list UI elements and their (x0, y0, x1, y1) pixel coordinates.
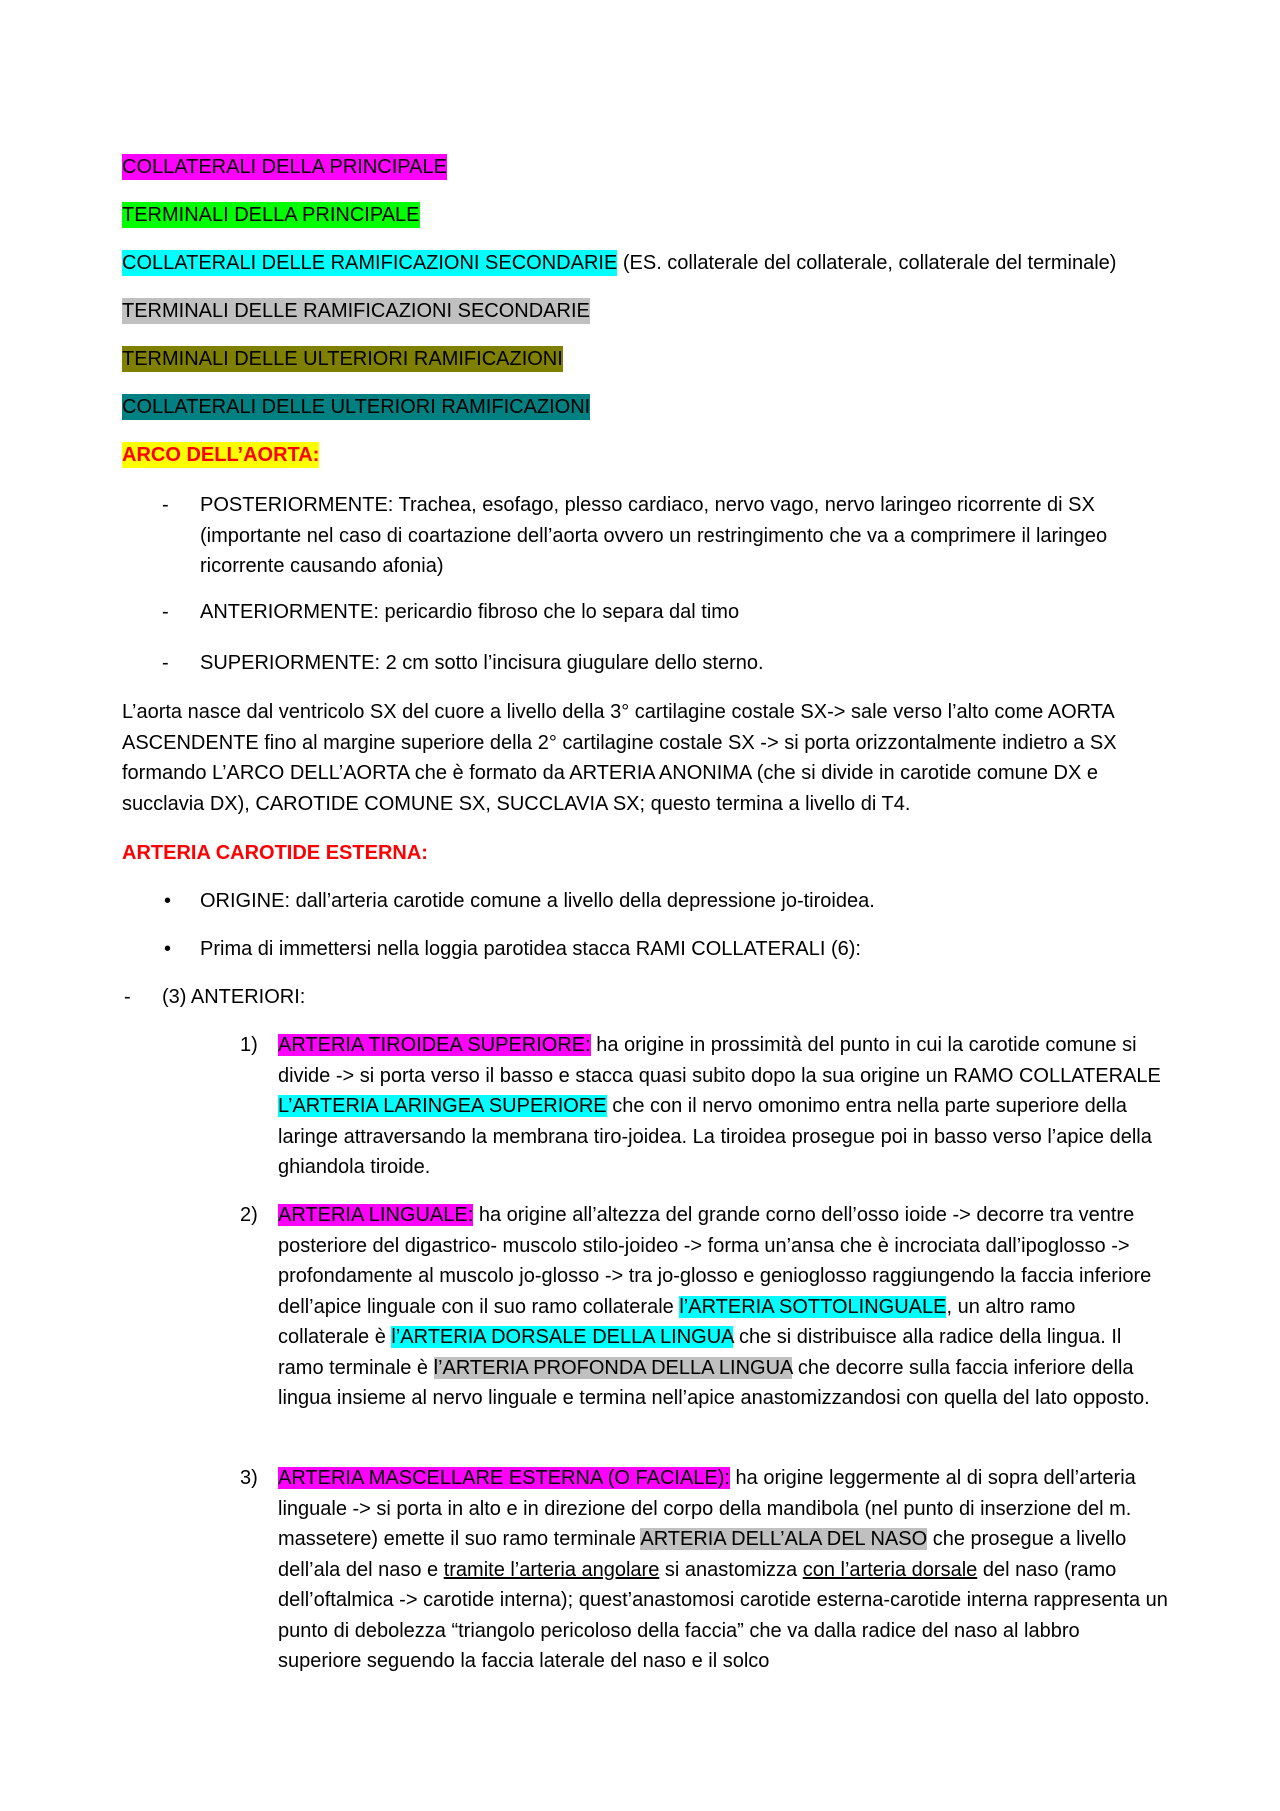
item-1-number: 1) (240, 1034, 258, 1056)
carotide-bullet-rami: Prima di immettersi nella loggia parotidea stacca RAMI COLLATERALI (6): (200, 938, 861, 960)
carotide-bullet-origine: ORIGINE: dall’arteria carotide comune a livello della depressione jo-tiroidea. (200, 890, 875, 912)
legend-collaterali-principale-text: COLLATERALI DELLA PRINCIPALE (122, 156, 447, 178)
item-3-text (278, 1463, 1168, 1677)
legend-collaterali-secondarie (122, 248, 1116, 278)
item-2-sottolinguale: l’ARTERIA SOTTOLINGUALE (679, 1295, 947, 1318)
item-2-number: 2) (240, 1204, 258, 1226)
arco-dash-2: - (162, 601, 169, 623)
legend-collaterali-secondarie-text: COLLATERALI DELLE RAMIFICAZIONI SECONDARIE (122, 252, 618, 274)
item-1-text (278, 1030, 1168, 1183)
item-1-laringea: L’ARTERIA LARINGEA SUPERIORE (278, 1095, 607, 1117)
item-2-body-1: ha origine all’altezza del grande corno dell’osso ioide -> decorre tra ventre posteriore del digastrico- muscolo stilo-joideo -> forma un’ansa che è incrociata dall’ipoglosso -> profondamente al muscolo jo-glosso -> tra jo-glosso e genioglosso raggiungendo la faccia inferiore dell’apice linguale con il suo ramo collaterale (278, 1204, 1152, 1318)
legend-collaterali-principale (122, 152, 447, 182)
item-3-body-3: si anastomizza (659, 1558, 803, 1581)
item-2-dorsale: l’ARTERIA DORSALE DELLA LINGUA (391, 1326, 734, 1348)
legend-collaterali-secondarie-note: (ES. collaterale del collaterale, collaterale del terminale) (617, 252, 1117, 274)
item-2-profonda: l’ARTERIA PROFONDA DELLA LINGUA (433, 1356, 793, 1379)
carotide-heading (122, 838, 428, 868)
arco-dash-3: - (162, 652, 169, 674)
item-2-body-2: , un altro ramo collaterale è (278, 1295, 1076, 1348)
item-3-angolare: tramite l’arteria angolare (443, 1558, 660, 1581)
item-2-body-4: che decorre sulla faccia inferiore della lingua insieme al nervo linguale e termina nell’apice anastomizzandosi con quella del lato opposto. (278, 1356, 1150, 1409)
arco-item-posteriormente: POSTERIORMENTE: Trachea, esofago, plesso cardiaco, nervo vago, nervo laringeo ricorrente di SX (importante nel caso di coartazione dell’aorta ovvero un restringimento che va a comprimere il laringeo ricorrente causando afonia) (200, 494, 1108, 577)
item-3-dorsale: con l’arteria dorsale (802, 1558, 978, 1581)
legend-terminali-secondarie-text: TERMINALI DELLE RAMIFICAZIONI SECONDARIE (122, 300, 590, 322)
item-3-body-4: del naso (ramo dell’oftalmica -> carotide interna); quest’anastomosi carotide esterna-carotide interna rappresenta un punto di debolezza “triangolo pericoloso della faccia” che va dalla radice del naso al labbro superiore seguendo la faccia laterale del naso e il solco (278, 1558, 1168, 1672)
arco-heading (122, 440, 319, 470)
legend-terminali-principale (122, 200, 420, 230)
carotide-bullet-1: • (164, 890, 172, 912)
carotide-heading-text: ARTERIA CAROTIDE ESTERNA: (122, 842, 428, 864)
item-3-ala-naso: ARTERIA DELL’ALA DEL NASO (640, 1528, 928, 1550)
item-3-body-1: ha origine leggermente al di sopra dell’arteria linguale -> si porta in alto e in direzione del corpo della mandibola (nel punto di inserzione del m. massetere) emette il suo ramo terminale (278, 1467, 1136, 1550)
item-1-body-2: che con il nervo omonimo entra nella parte superiore della laringe attraversando la membrana tiro-joidea. La tiroidea prosegue poi in basso verso l’apice della ghiandola tiroide. (278, 1095, 1152, 1178)
legend-terminali-ulteriori-text: TERMINALI DELLE ULTERIORI RAMIFICAZIONI (122, 348, 563, 370)
item-3-body-2: che prosegue a livello dell’ala del naso e (278, 1528, 1127, 1581)
item-2-title: ARTERIA LINGUALE: (278, 1204, 474, 1226)
legend-terminali-secondarie (122, 296, 590, 326)
item-2-body-3: che si distribuisce alla radice della lingua. Il ramo terminale è (278, 1326, 1122, 1379)
item-1-body-1: ha origine in prossimità del punto in cui la carotide comune si divide -> si porta verso il basso e stacca quasi subito dopo la sua origine un RAMO COLLATERALE (278, 1034, 1161, 1087)
anteriori-dash: - (124, 986, 131, 1008)
legend-collaterali-ulteriori-text: COLLATERALI DELLE ULTERIORI RAMIFICAZIONI (122, 396, 591, 418)
legend-terminali-ulteriori (122, 344, 563, 374)
item-2-text (278, 1200, 1168, 1414)
arco-item-superiormente: SUPERIORMENTE: 2 cm sotto l’incisura giugulare dello sterno. (200, 652, 764, 674)
arco-paragraph: L’aorta nasce dal ventricolo SX del cuore a livello della 3° cartilagine costale SX-> sale verso l’alto come AORTA ASCENDENTE fino al margine superiore della 2° cartilagine costale SX -> si porta orizzontalmente indietro a SX formando L’ARCO DELL’AORTA che è formato da ARTERIA ANONIMA (che si divide in carotide comune DX e succlavia DX), CAROTIDE COMUNE SX, SUCCLAVIA SX; questo termina a livello di T4. (122, 701, 1117, 815)
arco-dash-1: - (162, 494, 169, 516)
item-3-title: ARTERIA MASCELLARE ESTERNA (O FACIALE): (278, 1467, 730, 1489)
legend-collaterali-ulteriori (122, 392, 590, 422)
legend-terminali-principale-text: TERMINALI DELLA PRINCIPALE (122, 204, 420, 226)
arco-item-anteriormente: ANTERIORMENTE: pericardio fibroso che lo separa dal timo (200, 601, 740, 623)
carotide-bullet-2: • (164, 938, 172, 960)
item-1-title: ARTERIA TIROIDEA SUPERIORE: (278, 1034, 591, 1056)
arco-heading-text: ARCO DELL’AORTA: (122, 444, 320, 466)
item-3-number: 3) (240, 1467, 258, 1489)
anteriori-label: (3) ANTERIORI: (162, 986, 306, 1008)
